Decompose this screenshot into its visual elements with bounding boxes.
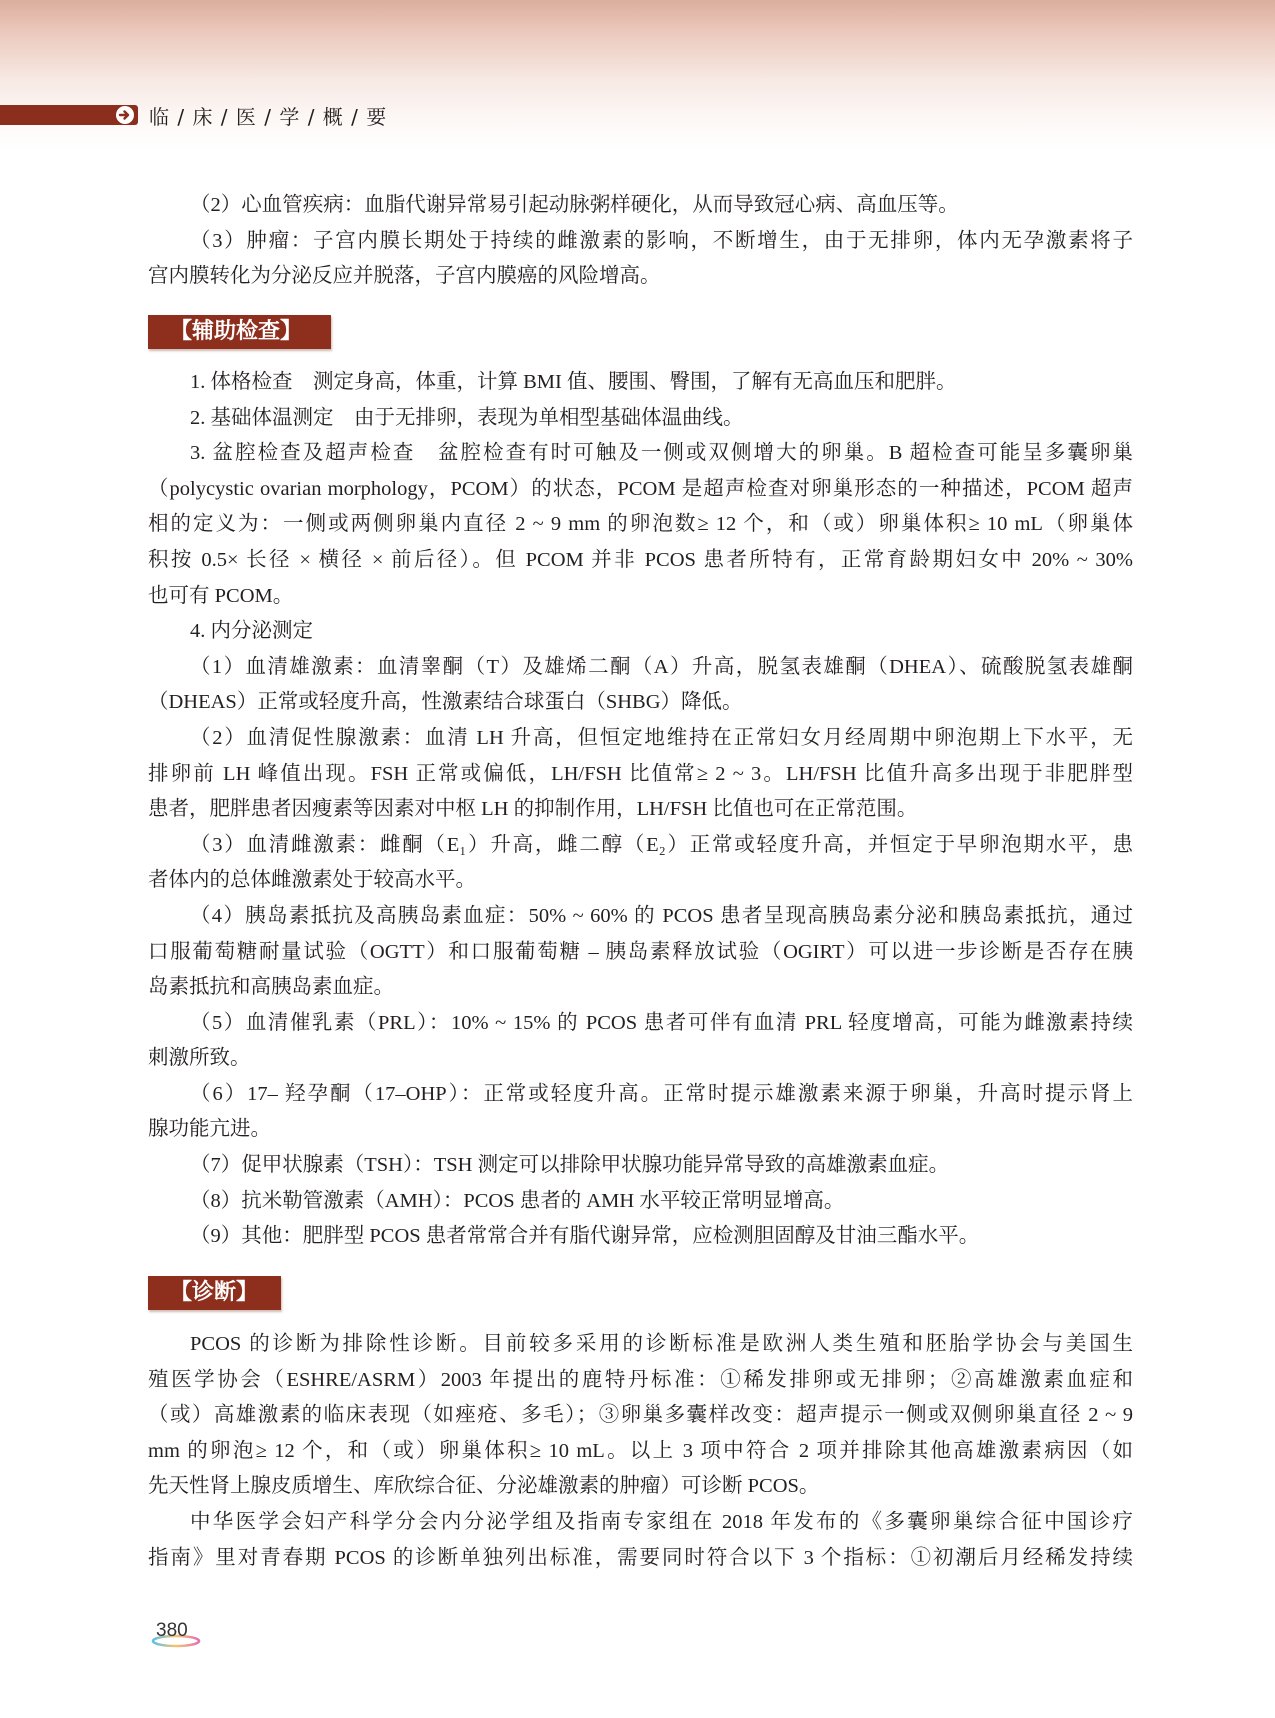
paragraph-line: 3. 盆腔检查及超声检查 盆腔检查有时可触及一侧或双侧增大的卵巢。B 超检查可能呈多囊卵巢: [190, 442, 1133, 465]
paragraph-line: （或）高雄激素的临床表现（如痤疮、多毛）；③卵巢多囊样改变：超声提示一侧或双侧卵巢直径 2 ~ 9: [148, 1404, 1133, 1427]
paragraph-line: （3）血清雌激素：雌酮（E₁）升高，雌二醇（E₂）正常或轻度升高，并恒定于早卵泡期水平，患: [190, 833, 1133, 856]
arrow-right-circle-icon: [116, 106, 134, 124]
paragraph-line: 中华医学会妇产科学分会内分泌学组及指南专家组在 2018 年发布的《多囊卵巢综合征中国诊疗: [190, 1510, 1133, 1533]
paragraph-line: 宫内膜转化为分泌反应并脱落，子宫内膜癌的风险增高。: [148, 265, 661, 288]
paragraph-line: （2）血清促性腺激素：血清 LH 升高，但恒定地维持在正常妇女月经周期中卵泡期上下水平，无: [190, 726, 1133, 749]
paragraph-line: 者体内的总体雌激素处于较高水平。: [148, 869, 476, 892]
paragraph-line: （DHEAS）正常或轻度升高，性激素结合球蛋白（SHBG）降低。: [148, 691, 743, 714]
paragraph-line: 殖医学协会（ESHRE/ASRM）2003 年提出的鹿特丹标准：①稀发排卵或无排卵；②高雄激素血症和: [148, 1368, 1133, 1391]
paragraph-line: （1）血清雄激素：血清睾酮（T）及雄烯二酮（A）升高，脱氢表雄酮（DHEA）、硫酸脱氢表雄酮: [190, 655, 1133, 678]
section-heading-auxiliary-exam: 【辅助检查】: [148, 315, 331, 349]
paragraph-line: （3）肿瘤：子宫内膜长期处于持续的雌激素的影响，不断增生，由于无排卵，体内无孕激素将子: [190, 229, 1133, 252]
paragraph-line: （9）其他：肥胖型 PCOS 患者常常合并有脂代谢异常，应检测胆固醇及甘油三酯水平。: [190, 1225, 980, 1248]
book-title: 临 / 床 / 医 / 学 / 概 / 要: [149, 105, 388, 129]
paragraph-line: PCOS 的诊断为排除性诊断。目前较多采用的诊断标准是欧洲人类生殖和胚胎学协会与美国生: [190, 1333, 1133, 1355]
paragraph-line: 腺功能亢进。: [148, 1118, 271, 1141]
paragraph-line: 指南》里对青春期 PCOS 的诊断单独列出标准，需要同时符合以下 3 个指标：①初潮后月经稀发持续: [148, 1546, 1133, 1569]
paragraph-line: （5）血清催乳素（PRL）：10% ~ 15% 的 PCOS 患者可伴有血清 PRL 轻度增高，可能为雌激素持续: [190, 1011, 1133, 1034]
paragraph-line: 排卵前 LH 峰值出现。FSH 正常或偏低，LH/FSH 比值常≥ 2 ~ 3。LH/FSH 比值升高多出现于非肥胖型: [148, 762, 1133, 785]
paragraph-line: 先天性肾上腺皮质增生、库欣综合征、分泌雄激素的肿瘤）可诊断 PCOS。: [148, 1475, 820, 1498]
page-number-text: 380: [156, 1620, 188, 1641]
paragraph-line: 也可有 PCOM。: [148, 584, 294, 607]
paragraph-line: （8）抗米勒管激素（AMH）：PCOS 患者的 AMH 水平较正常明显增高。: [190, 1189, 845, 1212]
paragraph-line: （polycystic ovarian morphology，PCOM）的状态，PCOM 是超声检查对卵巢形态的一种描述，PCOM 超声: [148, 477, 1133, 500]
paragraph-line: 相的定义为：一侧或两侧卵巢内直径 2 ~ 9 mm 的卵泡数≥ 12 个，和（或）卵巢体积≥ 10 mL（卵巢体: [148, 513, 1133, 536]
paragraph-line: 患者，肥胖患者因瘦素等因素对中枢 LH 的抑制作用，LH/FSH 比值也可在正常范围。: [148, 798, 918, 821]
text-block-auxiliary-exam: [148, 365, 1133, 1255]
paragraph-line: 2. 基础体温测定 由于无排卵，表现为单相型基础体温曲线。: [190, 406, 744, 429]
section-heading-diagnosis: 【诊断】: [148, 1276, 281, 1310]
paragraph-line: 积按 0.5× 长径 × 横径 × 前后径）。但 PCOM 并非 PCOS 患者所特有，正常育龄期妇女中 20% ~ 30%: [148, 548, 1133, 571]
paragraph-line: （7）促甲状腺素（TSH）：TSH 测定可以排除甲状腺功能异常导致的高雄激素血症。: [190, 1154, 950, 1177]
page-number: [150, 1620, 202, 1650]
text-block-intro: [148, 188, 1133, 295]
paragraph-line: （4）胰岛素抵抗及高胰岛素血症：50% ~ 60% 的 PCOS 患者呈现高胰岛素分泌和胰岛素抵抗，通过: [190, 904, 1133, 927]
paragraph-line: （2）心血管疾病：血脂代谢异常易引起动脉粥样硬化，从而导致冠心病、高血压等。: [190, 194, 959, 216]
paragraph-line: 4. 内分泌测定: [190, 620, 313, 643]
paragraph-line: mm 的卵泡≥ 12 个，和（或）卵巢体积≥ 10 mL。以上 3 项中符合 2 项并排除其他高雄激素病因（如: [148, 1439, 1133, 1462]
paragraph-line: 1. 体格检查 测定身高，体重，计算 BMI 值、腰围、臀围，了解有无高血压和肥胖。: [190, 371, 957, 393]
paragraph-line: 口服葡萄糖耐量试验（OGTT）和口服葡萄糖 – 胰岛素释放试验（OGIRT）可以进一步诊断是否存在胰: [148, 940, 1133, 963]
paragraph-line: （6）17– 羟孕酮（17–OHP）：正常或轻度升高。正常时提示雄激素来源于卵巢，升高时提示肾上: [190, 1082, 1133, 1105]
paragraph-line: 岛素抵抗和高胰岛素血症。: [148, 976, 394, 999]
paragraph-line: 刺激所致。: [148, 1047, 251, 1070]
text-block-diagnosis: [148, 1327, 1133, 1576]
